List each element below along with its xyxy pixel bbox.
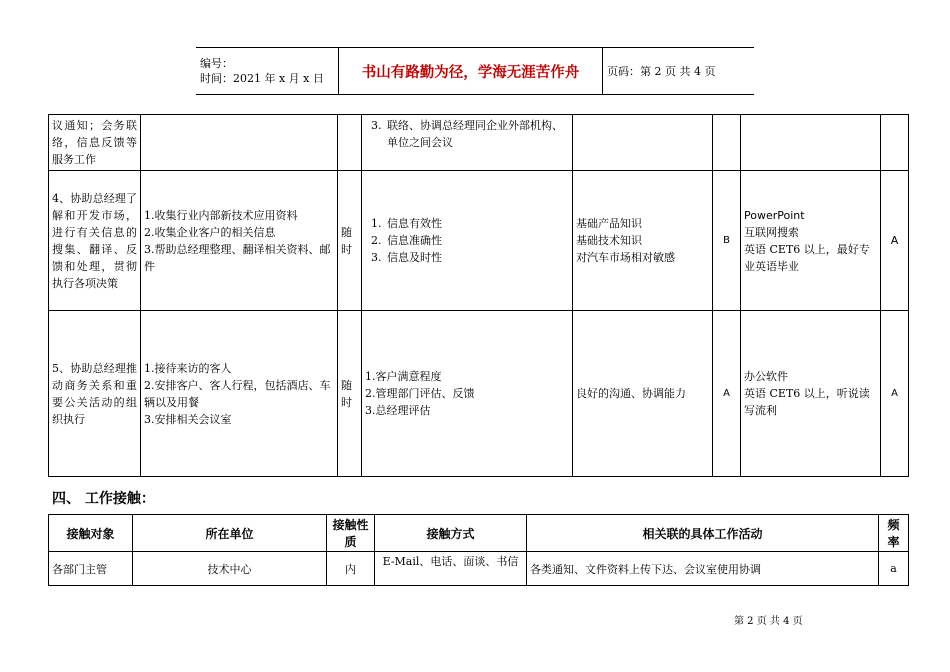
column-header: 相关联的具体工作活动 [527, 515, 879, 552]
duty-cell: 议通知；会务联络，信息反馈等服务工作 [49, 115, 141, 171]
contact-table [48, 514, 909, 586]
table-row [49, 311, 909, 477]
skills-cell [741, 171, 881, 311]
duty-cell: 4、协助总经理了解和开发市场，进行有关信息的搜集、翻译、反馈和处理，贯彻执行各项决策 [49, 171, 141, 311]
column-header: 接触性质 [327, 515, 375, 552]
standard-item: 3. 信息及时性 [385, 249, 569, 266]
contact-cell: 各类通知、文件资料上传下达、会议室使用协调 [527, 552, 879, 586]
work-item: 2.收集企业客户的相关信息 [144, 225, 276, 239]
table-row [49, 552, 909, 586]
contact-cell: a [879, 552, 909, 586]
work-cell [141, 311, 338, 477]
knowledge-cell: 良好的沟通、协调能力 [573, 311, 713, 477]
contact-header-row [49, 515, 909, 552]
contact-cell: 内 [327, 552, 375, 586]
motto: 书山有路勤为径，学海无涯苦作舟 [339, 48, 603, 95]
level-cell [713, 115, 741, 171]
standard-item: 1. 信息有效性 [385, 215, 569, 232]
skill-level-cell: A [881, 311, 909, 477]
contact-cell: 各部门主管 [49, 552, 133, 586]
level-cell: B [713, 171, 741, 311]
page-label: 页码：第 2 页 共 4 页 [603, 48, 755, 95]
skill-item: 英语 CET6 以上，最好专业英语毕业 [744, 242, 870, 273]
work-cell [141, 115, 338, 171]
table-row [49, 115, 909, 171]
duty-cell: 5、协助总经理推动商务关系和重要公关活动的组织执行 [49, 311, 141, 477]
column-header: 所在单位 [133, 515, 327, 552]
header-left [196, 48, 339, 95]
work-item: 1.收集行业内部新技术应用资料 [144, 208, 298, 222]
skill-item: 互联网搜索 [744, 225, 799, 239]
knowledge-item: 基础技术知识 [576, 234, 642, 247]
work-item: 3.安排相关会议室 [144, 412, 232, 426]
column-header: 频率 [879, 515, 909, 552]
work-item: 2.安排客户、客人行程，包括酒店、车辆以及用餐 [144, 378, 331, 409]
level-cell: A [713, 311, 741, 477]
standards-cell [362, 171, 573, 311]
duties-table [48, 114, 909, 477]
contact-cell: 技术中心 [133, 552, 327, 586]
skills-cell [741, 311, 881, 477]
page-header [196, 47, 754, 95]
freq-cell: 随时 [338, 171, 362, 311]
contact-cell: E-Mail、电话、面谈、书信 [375, 552, 527, 586]
standard-item: 3. 联络、协调总经理同企业外部机构、单位之间会议 [385, 117, 569, 151]
column-header: 接触对象 [49, 515, 133, 552]
standard-item: 1.客户满意程度 [365, 370, 442, 383]
standards-cell [362, 115, 573, 171]
standard-item: 2.管理部门评估、反馈 [365, 387, 475, 400]
skill-item: 英语 CET6 以上，听说读写流利 [744, 387, 870, 417]
skills-cell [741, 115, 881, 171]
number-label: 编号： [200, 57, 233, 70]
date-line: 时间：2021 年 x 月 x 日 [200, 72, 324, 85]
freq-cell [338, 115, 362, 171]
section-title: 四、 工作接触： [52, 491, 155, 507]
table-row [49, 171, 909, 311]
skill-item: 办公软件 [744, 370, 788, 383]
work-item: 3.帮助总经理整理、翻译相关资料、邮件 [144, 242, 331, 273]
skill-item: PowerPoint [744, 208, 805, 222]
knowledge-cell [573, 171, 713, 311]
standard-item: 2. 信息准确性 [385, 232, 569, 249]
knowledge-cell [573, 115, 713, 171]
column-header: 接触方式 [375, 515, 527, 552]
skill-level-cell [881, 115, 909, 171]
knowledge-item: 对汽车市场相对敏感 [576, 251, 675, 264]
knowledge-item: 基础产品知识 [576, 217, 642, 230]
page-footer: 第 2 页 共 4 页 [734, 616, 803, 627]
work-cell [141, 171, 338, 311]
standard-item: 3.总经理评估 [365, 404, 431, 417]
skill-level-cell: A [881, 171, 909, 311]
freq-cell: 随时 [338, 311, 362, 477]
work-item: 1.接待来访的客人 [144, 361, 232, 375]
standards-cell [362, 311, 573, 477]
